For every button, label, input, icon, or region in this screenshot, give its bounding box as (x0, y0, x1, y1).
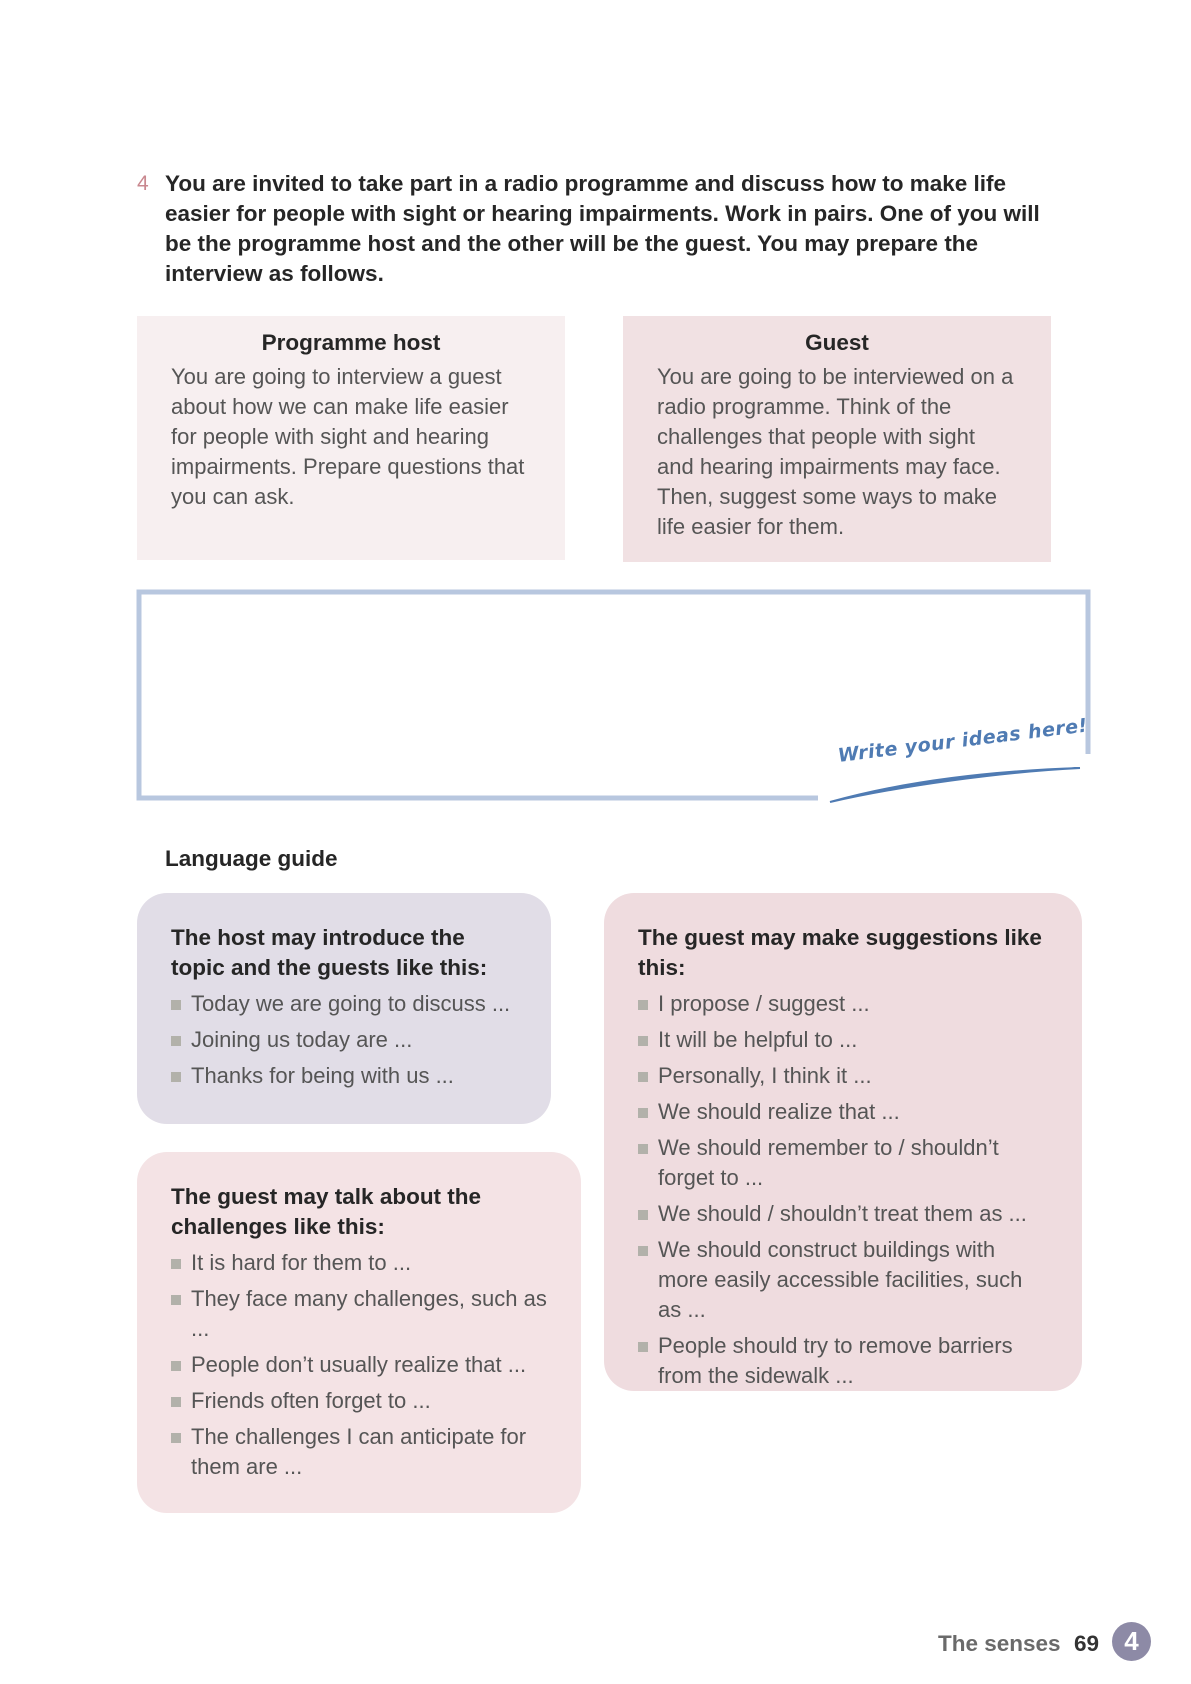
challenges-phrases-card (137, 1152, 581, 1513)
square-bullet-icon (638, 1108, 648, 1118)
square-bullet-icon (171, 1000, 181, 1010)
list-item: We should realize that ... (638, 1097, 1048, 1127)
square-bullet-icon (171, 1259, 181, 1269)
square-bullet-icon (638, 1144, 648, 1154)
list-item: Joining us today are ... (171, 1025, 517, 1055)
footer-section-title: The senses (938, 1631, 1061, 1656)
list-item: I propose / suggest ... (638, 989, 1048, 1019)
square-bullet-icon (171, 1397, 181, 1407)
square-bullet-icon (638, 1210, 648, 1220)
suggestions-phrases-title: The guest may make suggestions like this: (638, 925, 1042, 980)
host-phrases-title: The host may introduce the topic and the guests like this: (171, 925, 488, 980)
list-item: People don’t usually realize that ... (171, 1350, 547, 1380)
ideas-underline-swoosh (830, 768, 1080, 802)
square-bullet-icon (638, 1036, 648, 1046)
challenges-phrases-list (171, 1248, 547, 1482)
host-role-title: Programme host (261, 330, 441, 355)
square-bullet-icon (171, 1361, 181, 1371)
list-item: It is hard for them to ... (171, 1248, 547, 1278)
list-item: We should remember to / shouldn’t forget to ... (638, 1133, 1048, 1193)
ideas-prompt-label: Write your ideas here! (836, 714, 1089, 767)
host-role-box (137, 316, 565, 560)
suggestions-phrases-list (638, 989, 1048, 1391)
list-item: Friends often forget to ... (171, 1386, 547, 1416)
square-bullet-icon (171, 1036, 181, 1046)
square-bullet-icon (638, 1246, 648, 1256)
chapter-badge: 4 (1112, 1622, 1151, 1661)
square-bullet-icon (171, 1072, 181, 1082)
guest-role-title: Guest (805, 330, 869, 355)
list-item: The challenges I can anticipate for them are ... (171, 1422, 547, 1482)
list-item: Personally, I think it ... (638, 1061, 1048, 1091)
host-phrases-list (171, 989, 517, 1091)
list-item: We should / shouldn’t treat them as ... (638, 1199, 1048, 1229)
square-bullet-icon (638, 1342, 648, 1352)
task-number: 4 (137, 172, 149, 195)
list-item: Today we are going to discuss ... (171, 989, 517, 1019)
list-item: We should construct buildings with more easily accessible facilities, such as ... (638, 1235, 1048, 1325)
list-item: It will be helpful to ... (638, 1025, 1048, 1055)
square-bullet-icon (638, 1000, 648, 1010)
square-bullet-icon (638, 1072, 648, 1082)
square-bullet-icon (171, 1295, 181, 1305)
task-instruction: You are invited to take part in a radio programme and discuss how to make life easier for people with sight or hearing impairments. Work in pairs. One of you will be the programme host and the other will be the guest. You may prepare the interview as follows. (165, 171, 1040, 286)
list-item: Thanks for being with us ... (171, 1061, 517, 1091)
host-role-text: You are going to interview a guest about how we can make life easier for people with sight and hearing impairments. Prepare questions that you can ask. (171, 364, 525, 509)
square-bullet-icon (171, 1433, 181, 1443)
list-item: They face many challenges, such as ... (171, 1284, 547, 1344)
language-guide-heading: Language guide (165, 846, 338, 871)
ideas-frame-border (139, 592, 1088, 798)
page-number: 69 (1074, 1631, 1100, 1656)
guest-role-text: You are going to be interviewed on a radio programme. Think of the challenges that people with sight and hearing impairments may face. Then, suggest some ways to make life easier for them. (657, 364, 1014, 539)
suggestions-phrases-card (604, 893, 1082, 1391)
list-item: People should try to remove barriers from the sidewalk ... (638, 1331, 1048, 1391)
challenges-phrases-title: The guest may talk about the challenges like this: (171, 1184, 482, 1239)
guest-role-box (623, 316, 1051, 562)
host-phrases-card (137, 893, 551, 1124)
